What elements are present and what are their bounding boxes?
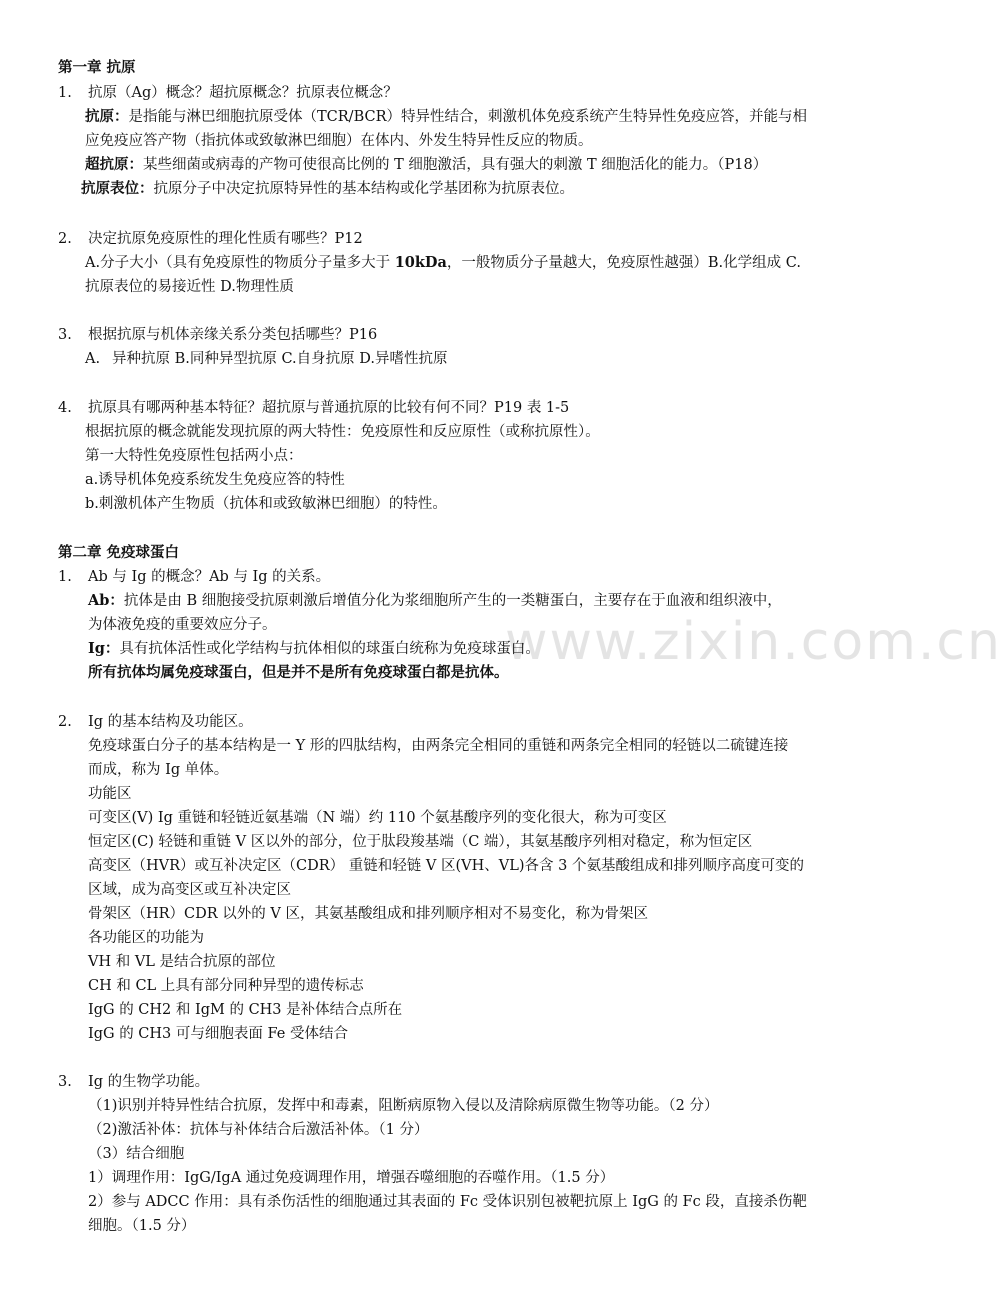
ch2-q2-line5: 恒定区(C) 轻链和重链 V 区以外的部分，位于肽段羧基端（C 端），其氨基酸序列相对稳定，称为恒定区 xyxy=(88,834,753,850)
ch1-q2-answer-line1 xyxy=(85,253,801,273)
ch2-q3-question: Ig 的生物学功能。 xyxy=(88,1074,210,1090)
answer-part-a: A.分子大小（具有免疫原性的物质分子量多大于 xyxy=(85,255,395,271)
ch2-q1-answer-ig xyxy=(88,639,540,659)
ch2-q3-line2: （2)激活补体：抗体与补体结合后激活补体。（1 分） xyxy=(88,1122,429,1138)
term-superantigen: 超抗原： xyxy=(85,156,143,173)
answer-part-c: ，一般物质分子量越大，免疫原性越强）B.化学组成 C. xyxy=(446,255,801,271)
ch1-q2-question: 决定抗原免疫原性的理化性质有哪些？P12 xyxy=(88,231,363,247)
ch2-q2-line2: 而成，称为 Ig 单体。 xyxy=(88,762,229,778)
ch1-q3-question: 根据抗原与机体亲缘关系分类包括哪些？P16 xyxy=(88,327,378,343)
ch1-q1-answer-antigen xyxy=(85,107,807,127)
ch1-q4-number: 4. xyxy=(58,400,72,416)
ch1-q2-number: 2. xyxy=(58,231,72,247)
ch1-q3-answer: 异种抗原 B.同种异型抗原 C.自身抗原 D.异嗜性抗原 xyxy=(112,351,448,367)
ch2-q2-line7: 区域，成为高变区或互补决定区 xyxy=(88,882,291,898)
ch1-q1-question: 抗原（Ag）概念？超抗原概念？抗原表位概念？ xyxy=(88,85,398,101)
ch2-q2-line11: CH 和 CL 上具有部分同种异型的遗传标志 xyxy=(88,978,364,994)
chapter-1-title: 第一章 抗原 xyxy=(58,60,136,76)
ch1-q4-line3: a.诱导机体免疫系统发生免疫应答的特性 xyxy=(85,472,345,488)
epitope-definition: 抗原分子中决定抗原特异性的基本结构或化学基团称为抗原表位。 xyxy=(153,181,574,197)
ch2-q3-line5: 2）参与 ADCC 作用：具有杀伤活性的细胞通过其表面的 Fc 受体识别包被靶抗原上 IgG 的 Fc 段，直接杀伤靶 xyxy=(88,1194,807,1210)
ch1-q2-answer-line2: 抗原表位的易接近性 D.物理性质 xyxy=(85,279,294,295)
term-ab: Ab： xyxy=(88,592,124,609)
ch2-q2-line6: 高变区（HVR）或互补决定区（CDR） 重链和轻链 V 区(VH、VL)各含 3 个氨基酸组成和排列顺序高度可变的 xyxy=(88,858,804,874)
ch2-q2-line8: 骨架区（HR）CDR 以外的 V 区，其氨基酸组成和排列顺序相对不易变化，称为骨架区 xyxy=(88,906,648,922)
ch2-q3-line4: 1）调理作用：IgG/IgA 通过免疫调理作用，增强吞噬细胞的吞噬作用。（1.5 分） xyxy=(88,1170,615,1186)
term-ig: Ig： xyxy=(88,640,120,657)
ch1-q3-answer-marker: A. xyxy=(85,351,101,367)
term-epitope: 抗原表位： xyxy=(81,180,154,197)
ch2-q2-line3: 功能区 xyxy=(88,786,132,802)
ab-definition-line1: 抗体是由 B 细胞接受抗原刺激后增值分化为浆细胞所产生的一类糖蛋白，主要存在于血液和组织液中， xyxy=(123,593,782,609)
ch1-q3-number: 3. xyxy=(58,327,72,343)
watermark: www.zixin.com.cn xyxy=(505,612,1002,672)
term-antigen: 抗原： xyxy=(85,108,129,125)
ch1-q4-line1: 根据抗原的概念就能发现抗原的两大特性：免疫原性和反应原性（或称抗原性）。 xyxy=(85,424,600,440)
ch2-q3-line6: 细胞。（1.5 分） xyxy=(88,1218,196,1234)
superantigen-definition: 某些细菌或病毒的产物可使很高比例的 T 细胞激活，具有强大的刺激 T 细胞活化的能力。（P18） xyxy=(143,157,768,173)
ch1-q4-line2: 第一大特性免疫原性包括两小点： xyxy=(85,448,303,464)
ch2-q2-question: Ig 的基本结构及功能区。 xyxy=(88,714,253,730)
ch2-q2-line4: 可变区(V) Ig 重链和轻链近氨基端（N 端）约 110 个氨基酸序列的变化很大，称为可变区 xyxy=(88,810,667,826)
ab-definition-line2: 为体液免疫的重要效应分子。 xyxy=(88,617,277,633)
ch2-q3-number: 3. xyxy=(58,1074,72,1090)
ch1-q4-question: 抗原具有哪两种基本特征？超抗原与普通抗原的比较有何不同？P19 表 1-5 xyxy=(88,400,570,416)
ch1-q1-number: 1. xyxy=(58,85,72,101)
ch2-q1-answer-ab xyxy=(88,591,782,611)
ch2-q3-line3: （3）结合细胞 xyxy=(88,1146,185,1162)
ch1-q1-answer-superantigen xyxy=(85,155,767,175)
ch2-q1-question: Ab 与 Ig 的概念？Ab 与 Ig 的关系。 xyxy=(88,569,331,585)
ch1-q1-answer-epitope xyxy=(81,179,574,199)
ch2-q2-line10: VH 和 VL 是结合抗原的部位 xyxy=(88,954,276,970)
ch2-q2-line12: IgG 的 CH2 和 IgM 的 CH3 是补体结合点所在 xyxy=(88,1002,403,1018)
ch1-q4-line4: b.刺激机体产生物质（抗体和或致敏淋巴细胞）的特性。 xyxy=(85,496,447,512)
antigen-definition-line2: 应免疫应答产物（指抗体或致敏淋巴细胞）在体内、外发生特异性反应的物质。 xyxy=(85,133,593,149)
ch2-q2-line1: 免疫球蛋白分子的基本结构是一 Y 形的四肽结构，由两条完全相同的重链和两条完全相同的轻链以二硫键连接 xyxy=(88,738,789,754)
answer-bold-value: 10kDa xyxy=(394,254,447,271)
ch2-q1-number: 1. xyxy=(58,569,72,585)
ig-definition: 具有抗体活性或化学结构与抗体相似的球蛋白统称为免疫球蛋白。 xyxy=(119,641,540,657)
ch2-q3-line1: （1)识别并特异性结合抗原，发挥中和毒素，阻断病原物入侵以及清除病原微生物等功能。（2 分） xyxy=(88,1098,719,1114)
ch2-q2-line9: 各功能区的功能为 xyxy=(88,930,204,946)
ch2-q2-number: 2. xyxy=(58,714,72,730)
ab-ig-relationship: 所有抗体均属免疫球蛋白，但是并不是所有免疫球蛋白都是抗体。 xyxy=(88,665,509,681)
chapter-2-title: 第二章 免疫球蛋白 xyxy=(58,545,180,561)
antigen-definition-line1: 是指能与淋巴细胞抗原受体（TCR/BCR）特异性结合，刺激机体免疫系统产生特异性免疫应答，并能与相 xyxy=(128,109,808,125)
ch2-q2-line13: IgG 的 CH3 可与细胞表面 Fe 受体结合 xyxy=(88,1026,348,1042)
